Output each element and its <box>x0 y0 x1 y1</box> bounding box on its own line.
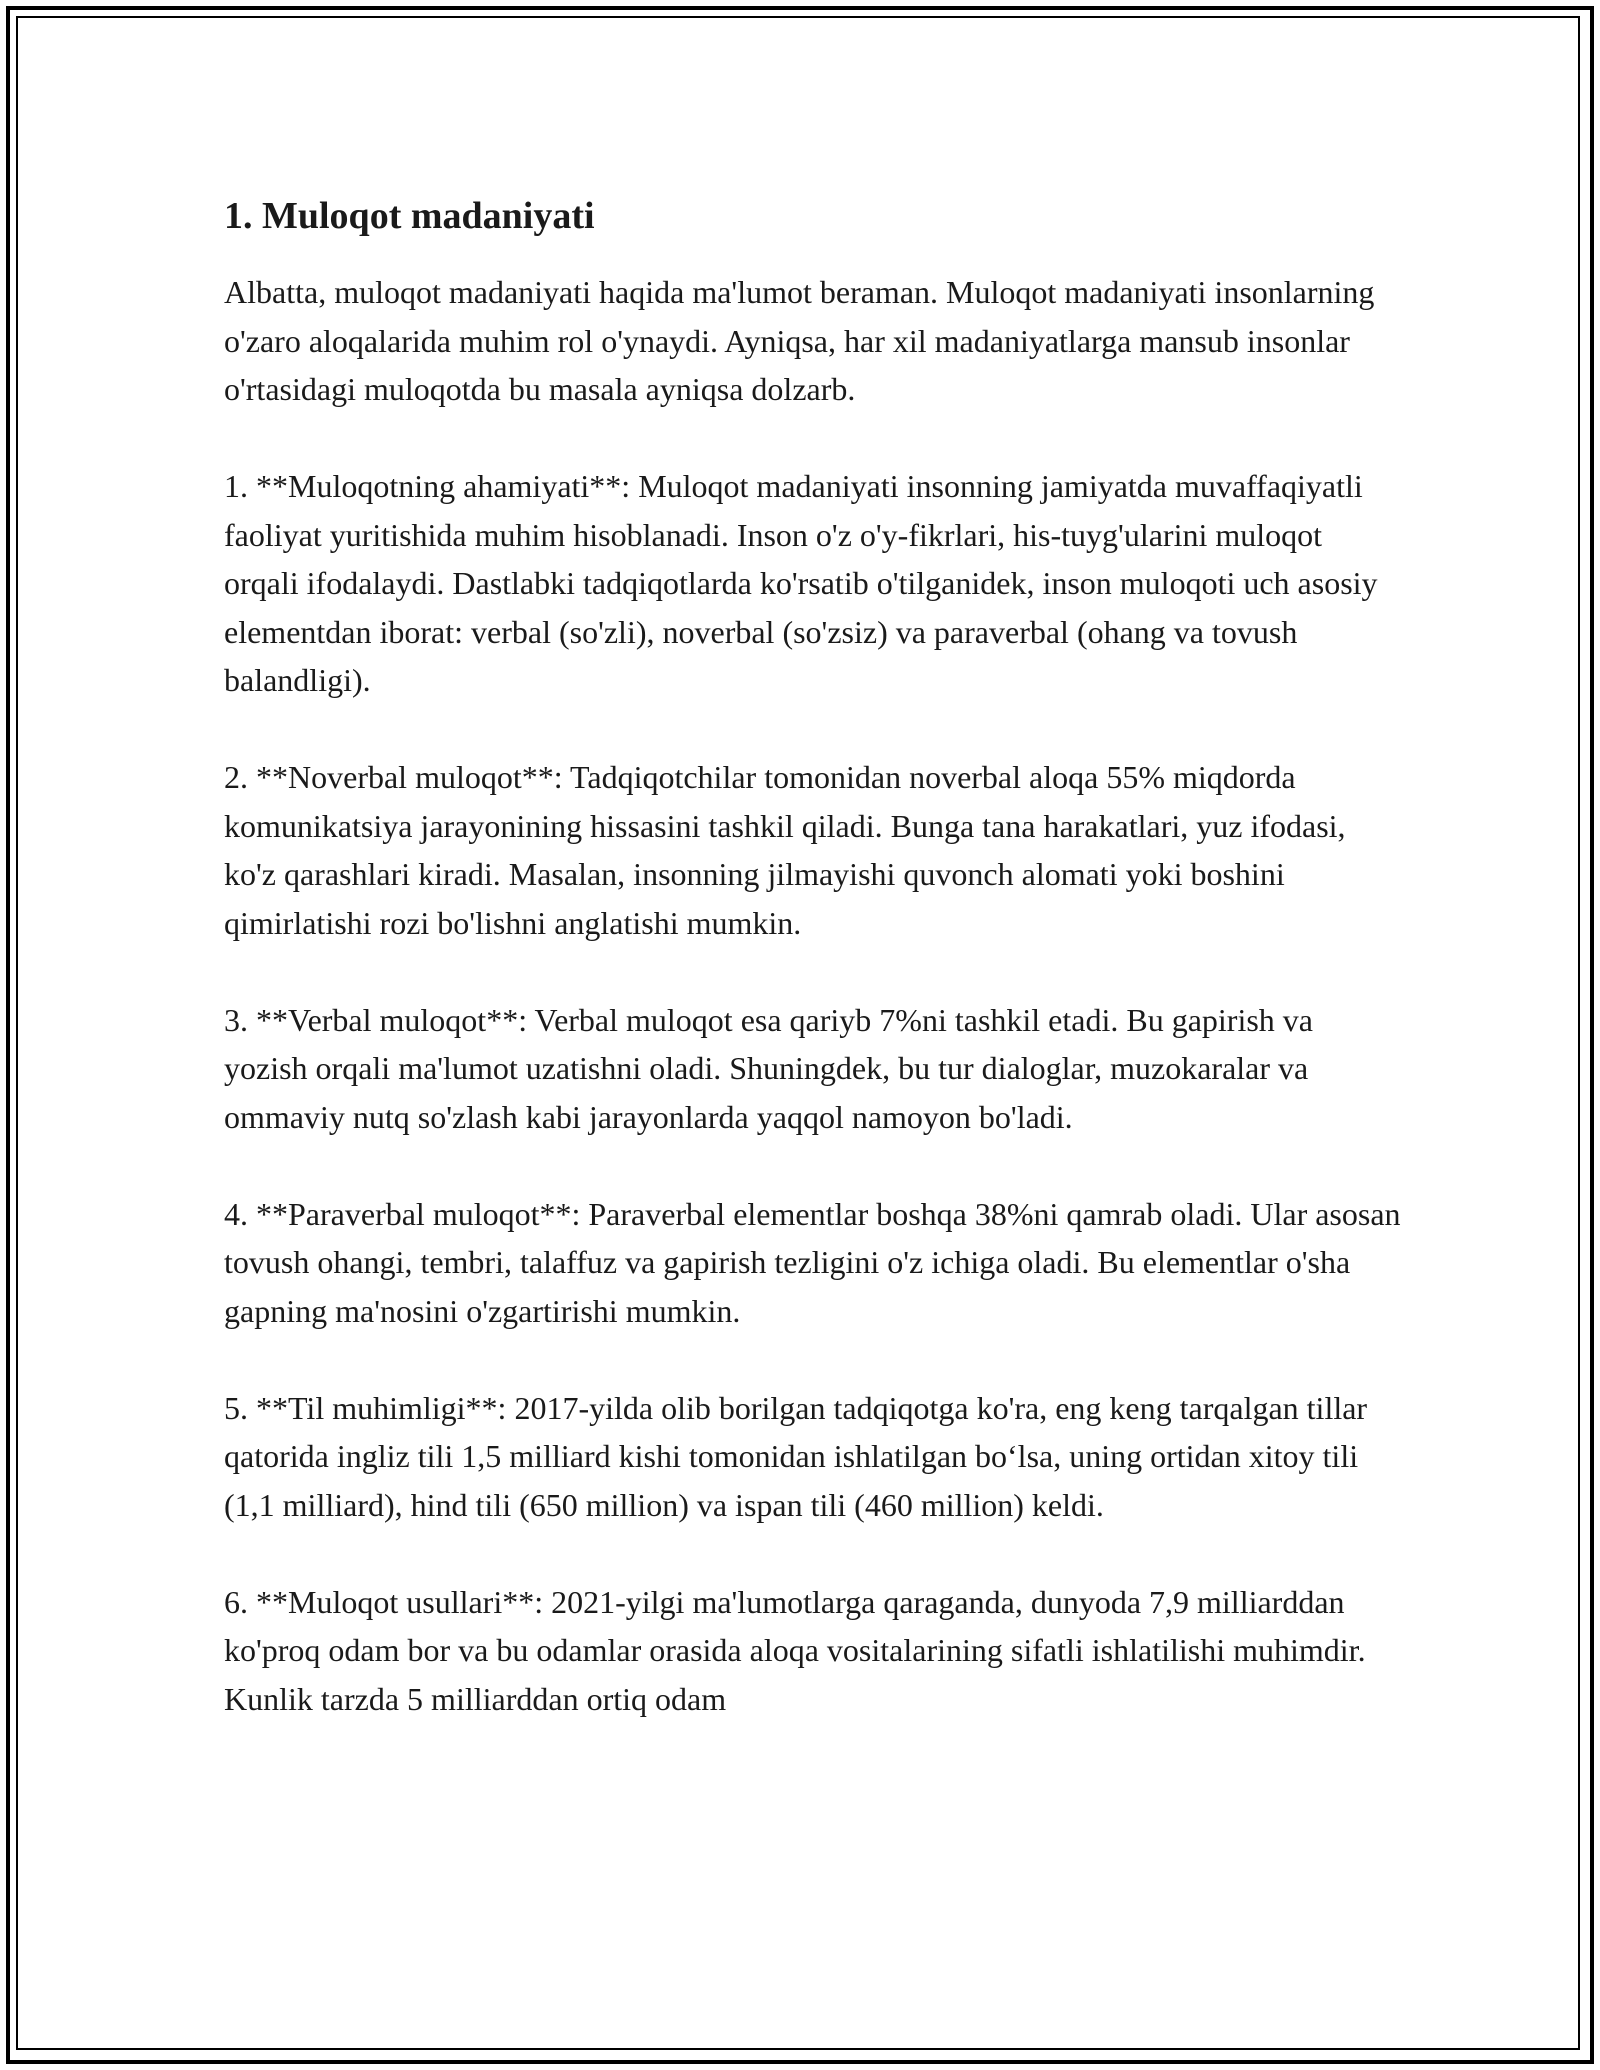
section-title: 1. Muloqot madaniyati <box>224 195 595 237</box>
paragraph-importance: 1. **Muloqotning ahamiyati**: Muloqot madaniyati insonning jamiyatda muvaffaqiyatli faoliyat yuritishida muhim hisoblanadi. Inson o'z o'y-fikrlari, his-tuyg'ularini muloqot orqali ifodalaydi. Dastlabki tadqiqotlarda ko'rsatib o'tilganidek, inson muloqoti uch asosiy elementdan iborat: verbal (so'zli), noverbal (so'zsiz) va paraverbal (ohang va tovush balandligi). <box>224 468 1378 698</box>
paragraph-methods: 6. **Muloqot usullari**: 2021-yilgi ma'lumotlarga qaraganda, dunyoda 7,9 milliarddan ko'proq odam bor va bu odamlar orasida aloqa vositalarining sifatli ishlatilishi muhimdir. Kunlik tarzda 5 milliarddan ortiq odam <box>224 1583 1366 1717</box>
document-body <box>224 180 1404 1772</box>
paragraph-language: 5. **Til muhimligi**: 2017-yilda olib borilgan tadqiqotga ko'ra, eng keng tarqalgan tillar qatorida ingliz tili 1,5 milliard kishi tomonidan ishlatilgan bo‘lsa, uning ortidan xitoy tili (1,1 milliard), hind tili (650 million) va ispan tili (460 million) keldi. <box>224 1389 1368 1523</box>
paragraph-verbal: 3. **Verbal muloqot**: Verbal muloqot esa qariyb 7%ni tashkil etadi. Bu gapirish va yozish orqali ma'lumot uzatishni oladi. Shuningdek, bu tur dialoglar, muzokaralar va ommaviy nutq so'zlash kabi jarayonlarda yaqqol namoyon bo'ladi. <box>224 1001 1313 1135</box>
paragraph-nonverbal: 2. **Noverbal muloqot**: Tadqiqotchilar tomonidan noverbal aloqa 55% miqdorda komunikatsiya jarayonining hissasini tashkil qiladi. Bunga tana harakatlari, yuz ifodasi, ko'z qarashlari kiradi. Masalan, insonning jilmayishi quvonch alomati yoki boshini qimirlatishi rozi bo'lishni anglatishi mumkin. <box>224 759 1346 941</box>
intro-paragraph: Albatta, muloqot madaniyati haqida ma'lumot beraman. Muloqot madaniyati insonlarning o'zaro aloqalarida muhim rol o'ynaydi. Ayniqsa, har xil madaniyatlarga mansub insonlar o'rtasidagi muloqotda bu masala ayniqsa dolzarb. <box>224 274 1375 407</box>
paragraph-paraverbal: 4. **Paraverbal muloqot**: Paraverbal elementlar boshqa 38%ni qamrab oladi. Ular asosan tovush ohangi, tembri, talaffuz va gapirish tezligini o'z ichiga oladi. Bu elementlar o'sha gapning ma'nosini o'zgartirishi mumkin. <box>224 1195 1401 1329</box>
